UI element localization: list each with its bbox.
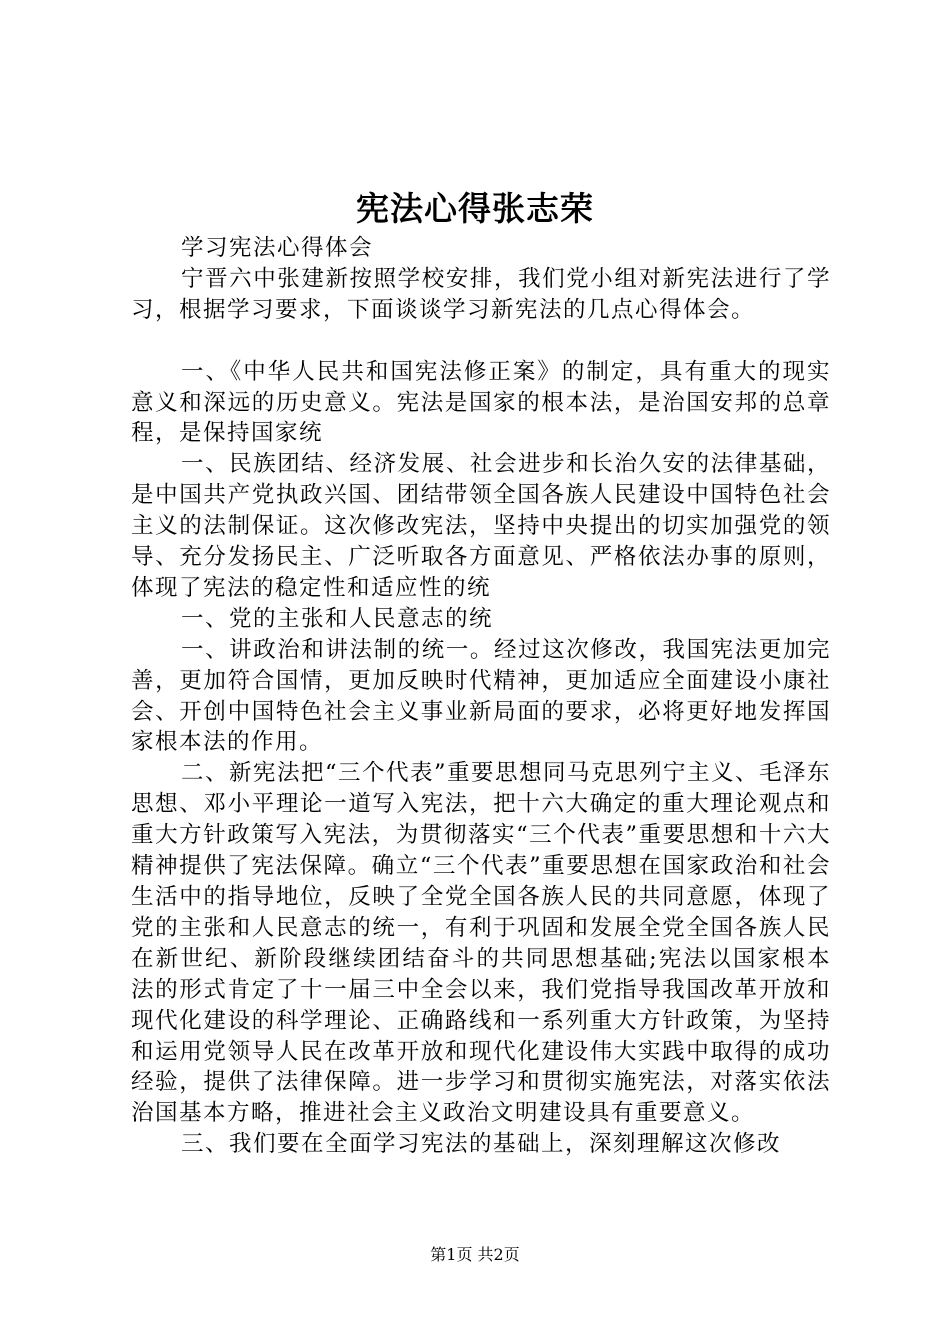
paragraph-intro: 宁晋六中张建新按照学校安排，我们党小组对新宪法进行了学习，根据学习要求，下面谈谈学习新宪法的几点心得体会。: [131, 265, 831, 323]
page-number-footer: 第1页 共2页: [430, 1245, 520, 1264]
document-body: [131, 233, 831, 1160]
document-title: 宪法心得张志荣: [356, 189, 594, 228]
paragraph: 二、新宪法把“三个代表”重要思想同马克思列宁主义、毛泽东思想、邓小平理论一道写入宪法，把十六大确定的重大理论观点和重大方针政策写入宪法，为贯彻落实“三个代表”重要思想和十六大精神提供了宪法保障。确立“三个代表”重要思想在国家政治和社会生活中的指导地位，反映了全党全国各族人民的共同意愿，体现了党的主张和人民意志的统一，有利于巩固和发展全党全国各族人民在新世纪、新阶段继续团结奋斗的共同思想基础;宪法以国家根本法的形式肯定了十一届三中全会以来，我们党指导我国改革开放和现代化建设的科学理论、正确路线和一系列重大方针政策，为坚持和运用党领导人民在改革开放和现代化建设伟大实践中取得的成功经验，提供了法律保障。进一步学习和贯彻实施宪法，对落实依法治国基本方略，推进社会主义政治文明建设具有重要意义。: [131, 760, 832, 1127]
paragraph: 一、民族团结、经济发展、社会进步和长治久安的法律基础，是中国共产党执政兴国、团结带领全国各族人民建设中国特色社会主义的法制保证。这次修改宪法，坚持中央提出的切实加强党的领导、充分发扬民主、广泛听取各方面意见、严格依法办事的原则，体现了宪法的稳定性和适应性的统: [131, 451, 831, 601]
paragraph: 一、党的主张和人民意志的统: [181, 605, 494, 632]
paragraph-subtitle: 学习宪法心得体会: [181, 235, 374, 261]
paragraph: 三、我们要在全面学习宪法的基础上，深刻理解这次修改: [181, 1131, 782, 1158]
paragraph: 一、《中华人民共和国宪法修正案》的制定，具有重大的现实意义和深远的历史意义。宪法是国家的根本法，是治国安邦的总章程，是保持国家统: [131, 358, 831, 447]
paragraph: 一、讲政治和讲法制的统一。经过这次修改，我国宪法更加完善，更加符合国情，更加反映时代精神，更加适应全面建设小康社会、开创中国特色社会主义事业新局面的要求，必将更好地发挥国家根本法的作用。: [131, 636, 831, 756]
